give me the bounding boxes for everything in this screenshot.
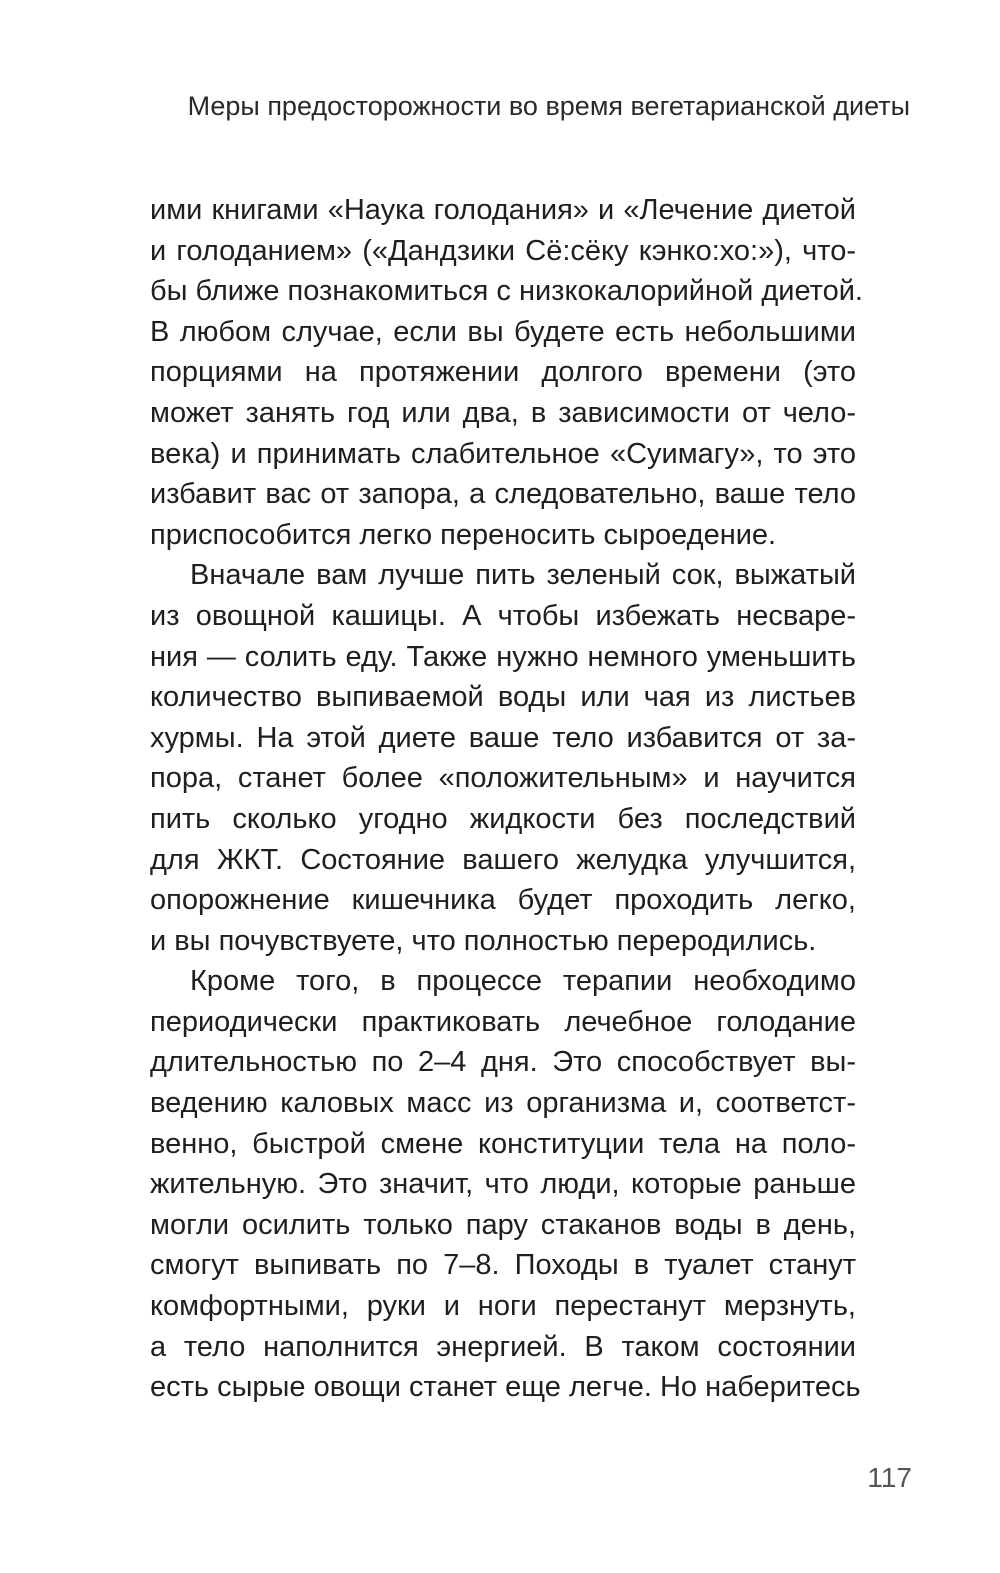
text-line: пора, станет более «положительным» и научится [150,762,856,795]
text-line: приспособится легко переносить сыроедение. [150,518,777,551]
text-line: века) и принимать слабительное «Суимагу», то это [150,437,856,470]
text-line: хурмы. На этой диете ваше тело избавится от за- [150,721,856,754]
text-line: порциями на протяжении долгого времени (это [150,356,856,389]
text-line: ими книгами «Наука голодания» и «Лечение диетой [150,194,856,226]
text-line: комфортными, руки и ноги перестанут мерзнуть, [150,1290,856,1323]
text-line: жительную. Это значит, что люди, которые раньше [150,1168,856,1201]
text-line: и голоданием» («Дандзики Сё:сёку кэнко:хо:»), что- [150,234,856,267]
text-line: могли осилить только пару стаканов воды в день, [150,1208,856,1241]
text-line: и вы почувствуете, что полностью переродились. [150,924,817,957]
text-line: а тело наполнится энергией. В таком состоянии [150,1330,856,1363]
text-line: смогут выпивать по 7–8. Походы в туалет станут [150,1249,856,1282]
paragraph-first-line: Вначале вам лучше пить зеленый сок, выжатый [190,559,856,592]
text-line: избавит вас от запора, а следовательно, ваше тело [150,478,856,511]
text-line: опорожнение кишечника будет проходить легко, [150,884,856,917]
text-line: длительностью по 2–4 дня. Это способствует вы- [150,1046,856,1079]
text-line: пить сколько угодно жидкости без последствий [150,802,856,835]
text-line: может занять год или два, в зависимости от чело- [150,396,856,429]
text-line: из овощной кашицы. А чтобы избежать несваре- [150,599,856,632]
text-line: венно, быстрой смене конституции тела на поло- [150,1127,856,1160]
body-text [150,190,863,1408]
text-line: бы ближе познакомиться с низкокалорийной диетой. [150,275,863,308]
text-line: ведению каловых масс из организма и, соответст- [150,1087,856,1120]
text-line: периодически практиковать лечебное голодание [150,1005,856,1038]
text-line: В любом случае, если вы будете есть небольшими [150,315,856,348]
text-line: ния — солить еду. Также нужно немного уменьшить [150,640,856,673]
text-line: для ЖКТ. Состояние вашего желудка улучшится, [150,843,856,876]
text-line: есть сырые овощи станет еще легче. Но наберитесь [150,1371,861,1404]
running-header-title: Меры предосторожности во время вегетарианской диеты [187,91,910,121]
text-line: количество выпиваемой воды или чая из листьев [150,681,856,714]
page-number: 117 [867,1462,912,1493]
paragraph-first-line: Кроме того, в процессе терапии необходимо [190,965,856,998]
